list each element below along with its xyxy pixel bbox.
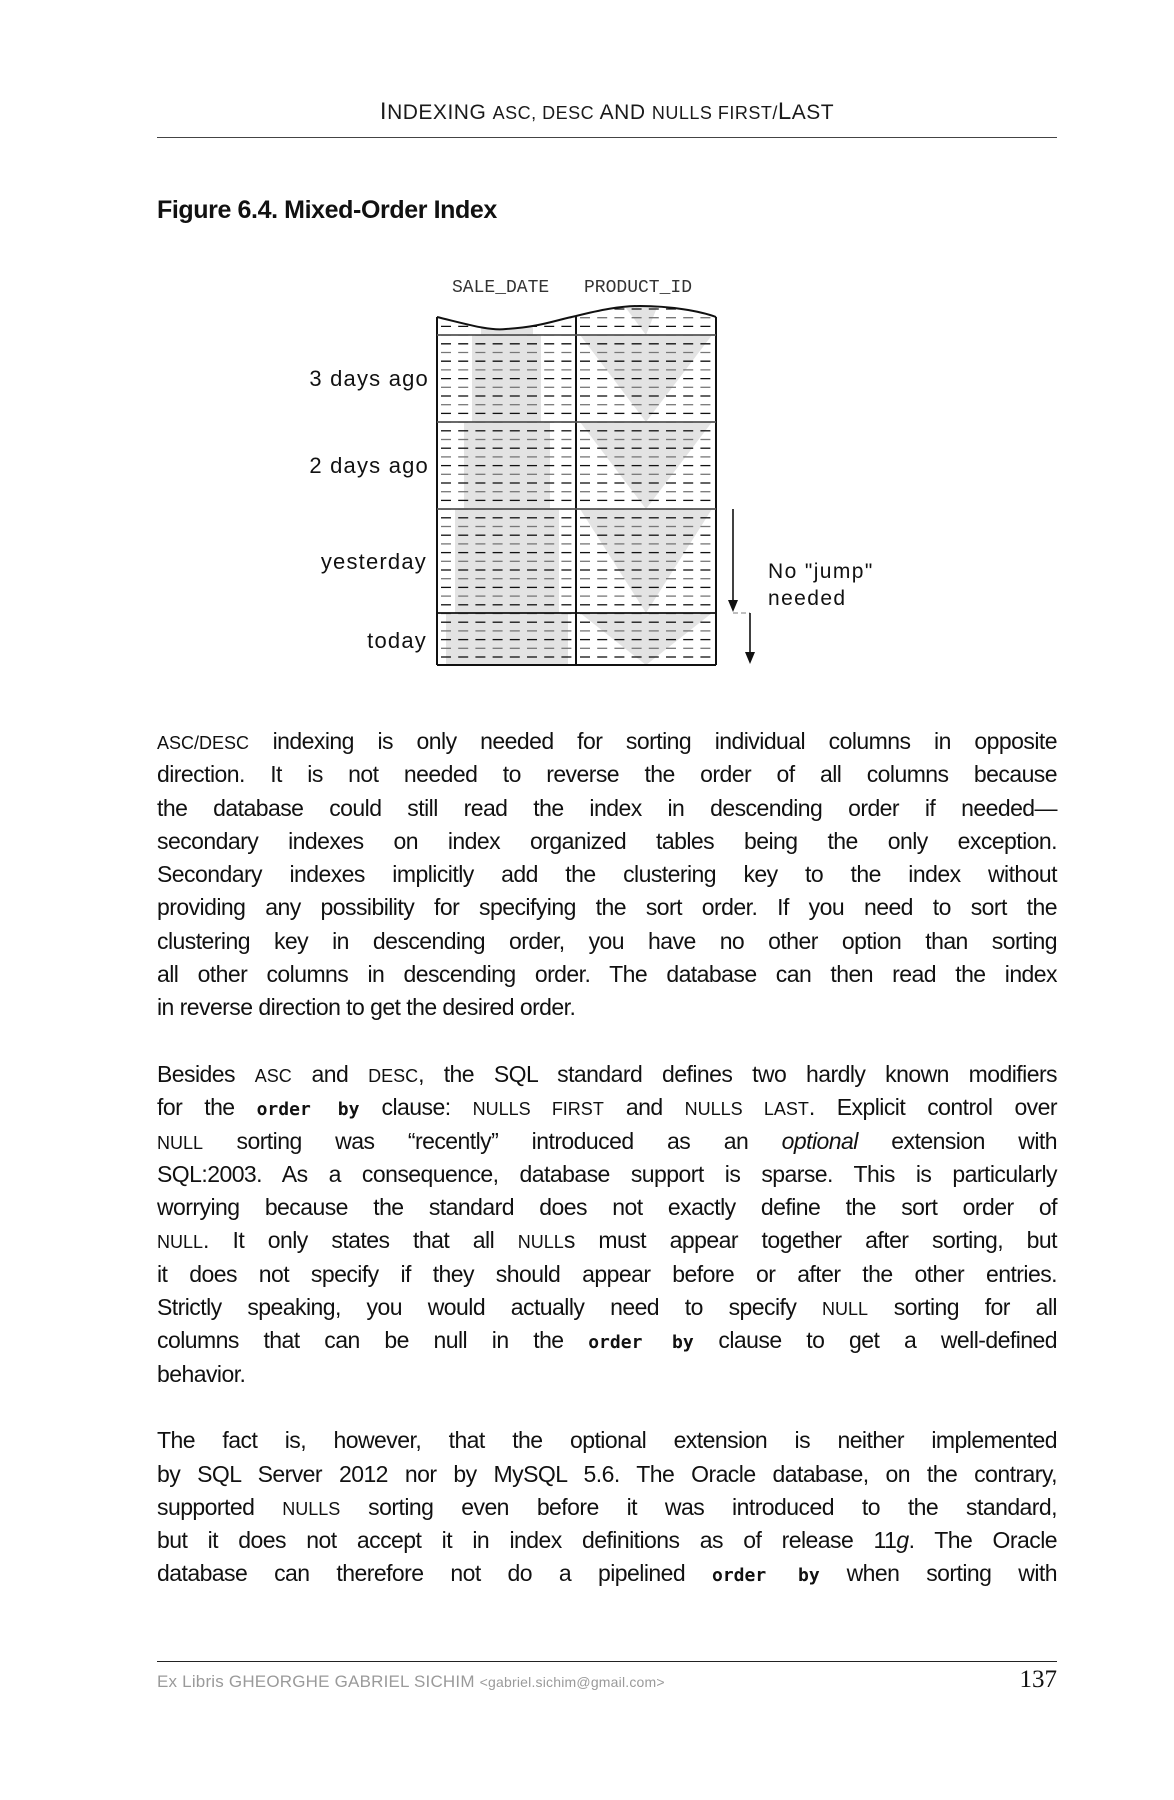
row-label-today: today: [367, 628, 427, 653]
body-text: [157, 725, 1057, 1591]
running-header-part: L: [777, 98, 792, 125]
text-run: Strictly speaking, you would actually need to specify: [157, 1294, 823, 1321]
text-run: extension with: [857, 1127, 1057, 1154]
text-run: worrying because the standard does not exactly define the sort order of: [157, 1194, 1057, 1221]
text-run: clause:: [359, 1094, 473, 1121]
paragraph: [157, 1058, 1057, 1391]
text-run: columns that can be null in the: [157, 1327, 589, 1354]
text-run: The fact is, however, that the optional extension is neither implemented: [157, 1427, 1057, 1454]
text-run: supported: [157, 1493, 283, 1520]
text-run: g: [896, 1527, 909, 1554]
text-run: behavior.: [157, 1360, 246, 1387]
text-line: [157, 1058, 1057, 1091]
sql-term: NULL: [822, 1299, 869, 1320]
text-line: [157, 858, 1057, 891]
text-line: [157, 1557, 1057, 1590]
text-line: [157, 825, 1057, 858]
row-label-yesterday: yesterday: [320, 549, 427, 574]
annotation-no-jump: No "jump": [768, 560, 874, 583]
text-run: in reverse direction to get the desired order.: [157, 994, 576, 1021]
sql-keyword: order by: [712, 1565, 820, 1587]
running-header-part: NULLS FIRST/: [651, 103, 778, 123]
sql-term: DESC: [368, 1065, 419, 1086]
text-line: [157, 1091, 1057, 1124]
text-line: [157, 1524, 1057, 1557]
text-run: when sorting with: [819, 1560, 1057, 1587]
footer-owner: Ex Libris GHEORGHE GABRIEL SICHIM: [157, 1672, 475, 1691]
text-line: [157, 1458, 1057, 1491]
column-header-product-id: PRODUCT_ID: [584, 278, 693, 298]
text-run: sorting for all: [868, 1294, 1057, 1321]
sql-term: NULL: [517, 1232, 564, 1253]
text-line: [157, 1125, 1057, 1158]
sql-term: NULL: [157, 1132, 204, 1153]
text-run: SQL:2003. As a consequence, database support is sparse. This is particularly: [157, 1160, 1057, 1187]
row-label-2-days-ago: 2 days ago: [309, 453, 429, 478]
text-run: Secondary indexes implicitly add the clustering key to the index without: [157, 861, 1057, 888]
running-header-part: NDEXING: [387, 101, 493, 124]
text-run: all other columns in descending order. The database can then read the index: [157, 961, 1057, 988]
sql-term: ASC/DESC: [157, 733, 250, 753]
sql-term: NULLS: [282, 1498, 341, 1519]
text-run: and: [603, 1094, 685, 1121]
footer-ex-libris: [157, 1672, 665, 1692]
text-line: [157, 1224, 1057, 1257]
running-header-part: AST: [791, 101, 835, 124]
text-run: s must appear together after sorting, but: [563, 1227, 1057, 1254]
text-line: [157, 725, 1057, 758]
paragraph: [157, 1424, 1057, 1590]
text-line: [157, 1424, 1057, 1457]
page-number: 137: [1019, 1666, 1057, 1693]
running-header-part: AND: [599, 101, 652, 124]
text-run: sorting even before it was introduced to the standard,: [340, 1493, 1057, 1520]
text-run: sorting was “recently” introduced as an: [203, 1127, 782, 1154]
column-header-sale-date: SALE_DATE: [452, 278, 550, 298]
sql-keyword: order by: [256, 1099, 360, 1121]
text-run: Besides: [157, 1060, 255, 1087]
text-run: secondary indexes on index organized tables being the only exception.: [157, 827, 1057, 854]
text-line: [157, 991, 1057, 1024]
text-run: . It only states that all: [203, 1227, 518, 1254]
text-run: but it does not accept it in index definitions as of release 11: [157, 1527, 897, 1554]
running-header-part: ASC, DESC: [492, 103, 600, 123]
text-run: it does not specify if they should appear before or after the other entries.: [157, 1260, 1057, 1287]
mixed-order-index-diagram: [0, 0, 1174, 700]
row-label-3-days-ago: 3 days ago: [309, 366, 429, 391]
text-line: [157, 1491, 1057, 1524]
footer-rule: [157, 1661, 1057, 1662]
text-line: [157, 891, 1057, 924]
sql-term: NULLS LAST: [684, 1099, 809, 1120]
sql-term: NULL: [157, 1232, 204, 1253]
text-line: [157, 1324, 1057, 1357]
sql-keyword: order by: [588, 1332, 694, 1354]
text-run: , the SQL standard defines two hardly known modifiers: [418, 1060, 1058, 1087]
text-run: indexing is only needed for sorting individual columns in opposite: [249, 728, 1057, 754]
text-run: the database could still read the index in descending order if needed—: [157, 794, 1057, 821]
paragraph-gap: [157, 1025, 1057, 1058]
paragraph-gap: [157, 1391, 1057, 1424]
text-line: [157, 792, 1057, 825]
annotation-needed: needed: [768, 587, 847, 610]
text-run: providing any possibility for specifying the sort order. If you need to sort the: [157, 894, 1057, 921]
scan-arrow-icon: [728, 509, 755, 664]
text-line: [157, 1358, 1057, 1391]
text-run: optional: [781, 1127, 858, 1154]
sql-term: NULLS FIRST: [472, 1099, 604, 1120]
text-run: database can therefore not do a pipelined: [157, 1560, 712, 1587]
text-line: [157, 1291, 1057, 1324]
text-line: [157, 958, 1057, 991]
text-run: for the: [157, 1094, 257, 1121]
text-run: direction. It is not needed to reverse the order of all columns because: [157, 761, 1057, 788]
footer-email: <gabriel.sichim@gmail.com>: [479, 1674, 665, 1690]
sql-term: ASC: [254, 1065, 292, 1086]
text-run: clustering key in descending order, you have no other option than sorting: [157, 927, 1057, 954]
text-run: by SQL Server 2012 nor by MySQL 5.6. The Oracle database, on the contrary,: [157, 1460, 1057, 1487]
text-run: clause to get a well-defined: [693, 1327, 1057, 1354]
text-run: . The Oracle: [908, 1527, 1058, 1554]
paragraph: [157, 725, 1057, 1025]
text-run: and: [291, 1060, 369, 1087]
text-line: [157, 925, 1057, 958]
figure-title: Figure 6.4. Mixed-Order Index: [157, 196, 497, 224]
text-line: [157, 758, 1057, 791]
text-run: . Explicit control over: [808, 1094, 1057, 1121]
running-header-part: I: [379, 98, 388, 125]
text-line: [157, 1191, 1057, 1224]
text-line: [157, 1158, 1057, 1191]
text-line: [157, 1258, 1057, 1291]
